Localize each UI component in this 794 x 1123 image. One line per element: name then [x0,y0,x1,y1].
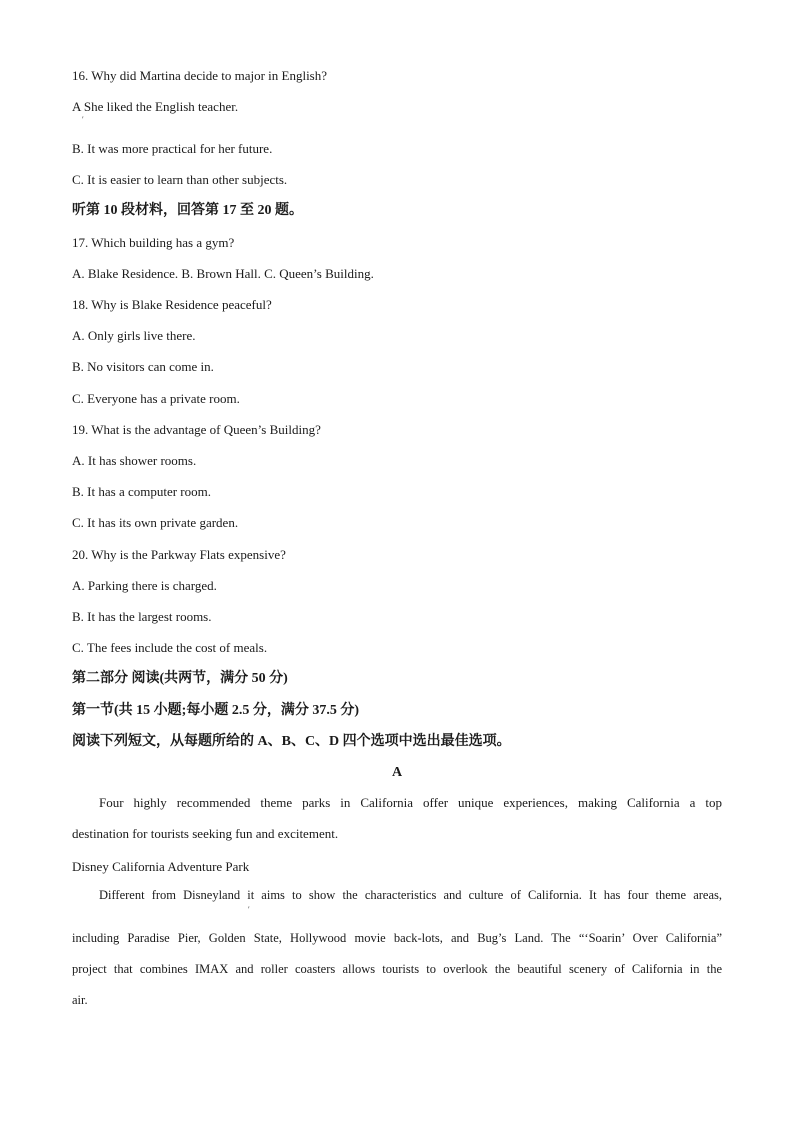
passage-label: A [391,765,403,780]
part2-heading: 第二部分 阅读(共两节，满分 50 分) [72,671,288,686]
passage-intro-line-1: Four highly recommended theme parks in California offer unique experiences, making California a top [99,795,722,810]
park-paragraph-line-2: including Paradise Pier, Golden State, Hollywood movie back-lots, and Bug’s Land. The “‘Soarin’ Over California” [72,931,722,945]
stray-mark: ʹ [248,905,250,914]
q19-option-c: C. It has its own private garden. [72,515,239,530]
reading-instruction: 阅读下列短文，从每题所给的 A、B、C、D 四个选项中选出最佳选项。 [72,734,511,749]
q20-question: 20. Why is the Parkway Flats expensive? [72,547,286,562]
q18-option-a: A. Only girls live there. [72,328,196,343]
q18-option-c: C. Everyone has a private room. [72,391,240,406]
section10-heading: 听第 10 段材料，回答第 17 至 20 题。 [72,203,303,218]
q19-option-b: B. It has a computer room. [72,484,211,499]
q20-option-c: C. The fees include the cost of meals. [72,640,268,655]
passage-intro-line-2: destination for tourists seeking fun and excitement. [72,826,339,841]
q17-options: A. Blake Residence. B. Brown Hall. C. Queen’s Building. [72,266,374,281]
q19-question: 19. What is the advantage of Queen’s Building? [72,422,321,437]
q20-option-a: A. Parking there is charged. [72,578,217,593]
park-paragraph-line-3: project that combines IMAX and roller coasters allows tourists to overlook the beautiful scenery of California in the [72,962,722,976]
q18-question: 18. Why is Blake Residence peaceful? [72,297,272,312]
q17-question: 17. Which building has a gym? [72,235,235,250]
q20-option-b: B. It has the largest rooms. [72,609,212,624]
q16-option-b: B. It was more practical for her future. [72,141,273,156]
park-paragraph-line-1: Different from Disneyland it aims to show the characteristics and culture of California. It has four theme areas, [99,888,722,902]
stray-mark: ʹ [82,115,84,124]
q16-question: 16. Why did Martina decide to major in English? [72,68,328,83]
park-title: Disney California Adventure Park [72,859,250,874]
q19-option-a: A. It has shower rooms. [72,453,197,468]
park-paragraph-line-4: air. [72,993,88,1007]
q16-option-c: C. It is easier to learn than other subjects. [72,172,288,187]
section1-heading: 第一节(共 15 小题;每小题 2.5 分，满分 37.5 分) [72,703,359,718]
q18-option-b: B. No visitors can come in. [72,359,214,374]
q16-option-a: A She liked the English teacher. [72,99,239,114]
